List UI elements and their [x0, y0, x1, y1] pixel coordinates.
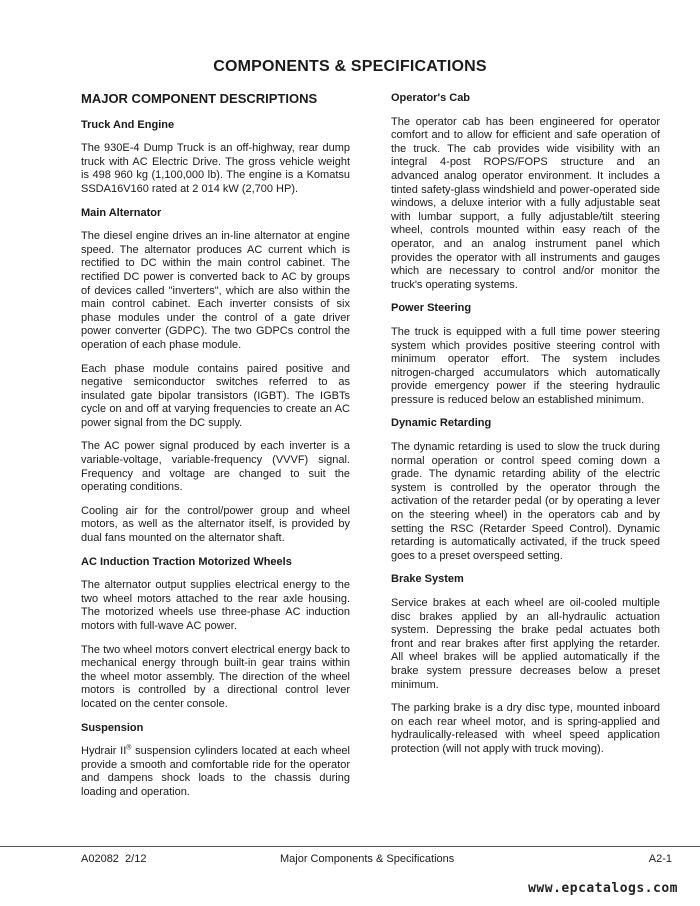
heading-operators-cab: Operator's Cab [391, 92, 471, 104]
paragraph-cab: The operator cab has been engineered for operator comfort and to allow for efficient and safe operation of the truck. The cab provides wide visibility with an integral 4-post ROPS/FOPS structure and an advanced analog operator environment. It includes a tinted safety-glass windshield and power-operated side windows, a deluxe interior with a fully adjustable seat with lumbar support, a fully adjustable/tilt steering wheel, controls mounted within easy reach of the operator, and an analog instrument panel which provides the operator with all instruments and gauges which are necessary to control and/or monitor the truck's operating systems. [391, 115, 660, 291]
registered-mark: ® [126, 744, 132, 752]
heading-dynamic-retarding: Dynamic Retarding [391, 417, 492, 430]
section-title: MAJOR COMPONENT DESCRIPTIONS [81, 91, 318, 106]
heading-main-alternator: Main Alternator [81, 206, 162, 219]
paragraph-alternator-1: The diesel engine drives an in-line alternator at engine speed. The alternator produces AC current which is rectified to DC within the main control cabinet. The rectified DC power is converted back to AC by groups of devices called "inverters", which are also within the main control cabinet. Each inverter consists of six phase modules under the control of a gate driver power converter (GDPC). The two GDPCs control the operation of each phase module. [81, 230, 350, 351]
footer-title: Major Components & Specifications [280, 853, 455, 865]
heading-brake-system: Brake System [391, 573, 464, 586]
paragraph-alternator-3: The AC power signal produced by each inverter is a variable-voltage, variable-frequency (VVVF) signal. Frequency and voltage are changed to suit the operating conditions. [81, 440, 350, 494]
suspension-product-name: Hydrair II [81, 745, 127, 758]
paragraph-wheels-1: The alternator output supplies electrical energy to the two wheel motors attached to the rear axle housing. The motorized wheels use three-phase AC induction motors with full-wave AC power. [81, 579, 350, 632]
suspension-text: suspension cylinders located at each wheel provide a smooth and comfortable ride for the operator and dampens shock loads to the chassis during loading and operation. [81, 745, 350, 798]
watermark: www.epcatalogs.com [528, 881, 678, 896]
paragraph-brakes-1: Service brakes at each wheel are oil-cooled multiple disc brakes applied by an all-hydraulic actuation system. Depressing the brake pedal actuates both front and rear brakes after first applying the retarder. All wheel brakes will be applied automatically if the brake system pressure decreases below a preset minimum. [391, 597, 660, 691]
paragraph-suspension [81, 745, 350, 799]
heading-motorized-wheels: AC Induction Traction Motorized Wheels [81, 555, 292, 568]
paragraph-alternator-4: Cooling air for the control/power group and wheel motors, as well as the alternator itself, is provided by dual fans mounted on the alternator shaft. [81, 504, 350, 545]
paragraph-retarding: The dynamic retarding is used to slow the truck during normal operation or control speed coming down a grade. The dynamic retarding ability of the electric system is controlled by the operator through the activation of the retarder pedal (or by operating a lever on the steering wheel) in the operators cab and by setting the RSC (Retarder Speed Control). Dynamic retarding is automatically activated, if the truck speed goes to a preset overspeed setting. [391, 441, 660, 562]
paragraph-wheels-2: The two wheel motors convert electrical energy back to mechanical energy through built-in gear trains within the wheel motor assembly. The direction of the wheel motors is controlled by a directional control lever located on the center console. [81, 643, 350, 710]
left-column [81, 92, 350, 810]
page-title: COMPONENTS & SPECIFICATIONS [213, 58, 487, 75]
footer-rule [0, 846, 700, 847]
heading-truck-engine: Truck And Engine [81, 118, 175, 131]
paragraph-steering: The truck is equipped with a full time power steering system which provides positive steering control with minimum operator effort. The system includes nitrogen-charged accumulators which automatically provide emergency power if the steering hydraulic pressure is reduced below an established minimum. [391, 325, 660, 406]
footer-page-number: A2-1 [648, 853, 672, 865]
paragraph-alternator-2: Each phase module contains paired positive and negative semiconductor switches referred to as insulated gate bipolar transistors (IGBT). The IGBTs cycle on and off at varying frequencies to create an AC power signal from the DC supply. [81, 362, 350, 429]
paragraph-truck-engine: The 930E-4 Dump Truck is an off-highway, rear dump truck with AC Electric Drive. The gross vehicle weight is 498 960 kg (1,100,000 lb). The engine is a Komatsu SSDA16V160 rated at 2 014 kW (2,700 HP). [81, 142, 350, 195]
paragraph-brakes-2: The parking brake is a dry disc type, mounted inboard on each rear wheel motor, and is spring-applied and hydraulically-released with wheel speed application protection (will not apply with truck moving). [391, 702, 660, 755]
heading-suspension: Suspension [81, 721, 144, 734]
heading-power-steering: Power Steering [391, 302, 472, 315]
right-column [391, 92, 660, 767]
footer-doc-code: A02082 2/12 [81, 853, 147, 865]
